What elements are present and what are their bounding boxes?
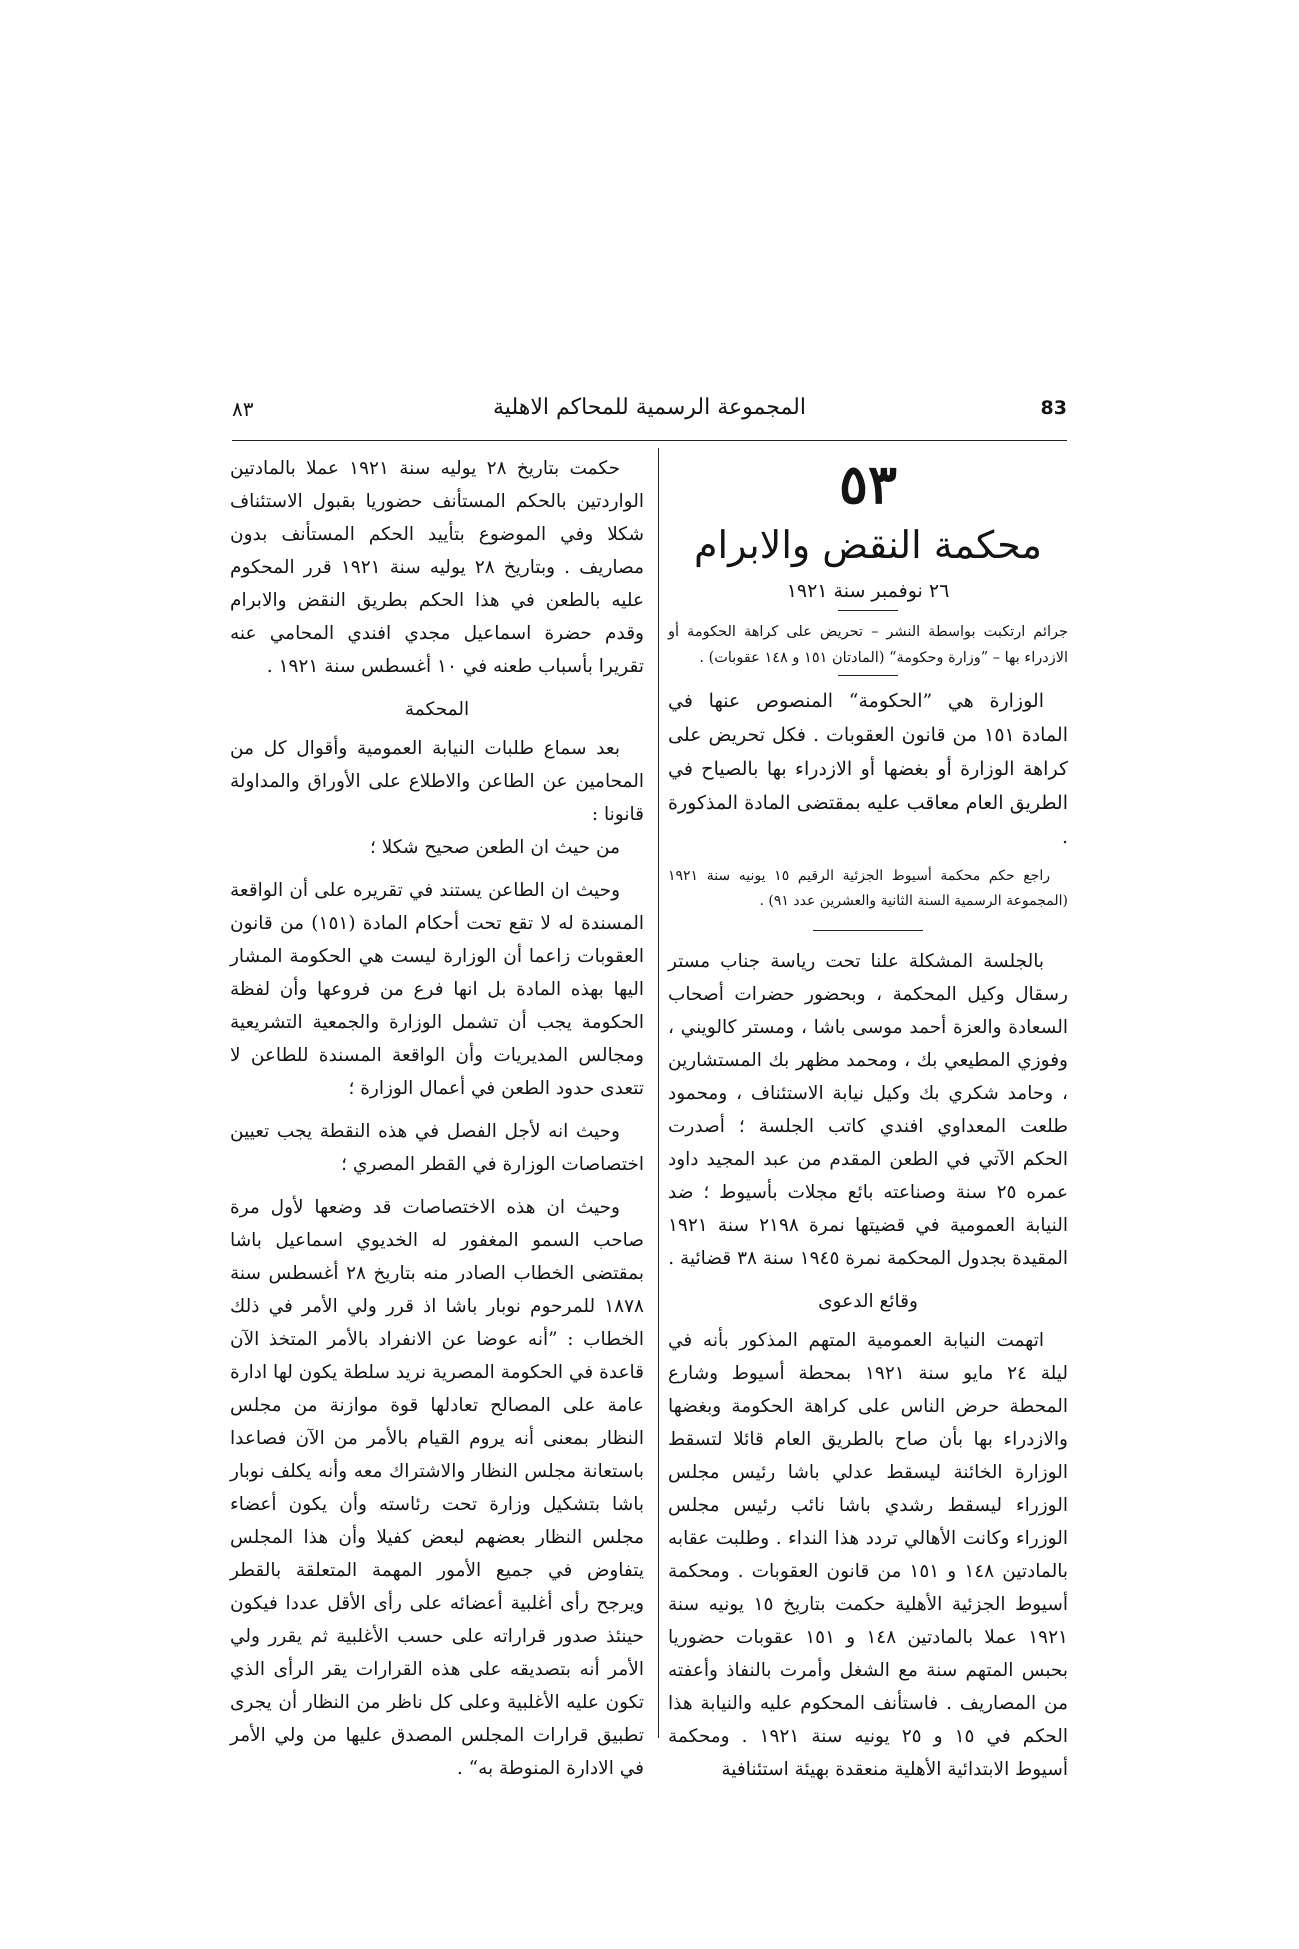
right-column	[668, 452, 1068, 1786]
judgment-paragraph: وحيث ان الطاعن يستند في تقريره على أن الواقعة المسندة له لا تقع تحت أحكام المادة (١٥١) من قانون العقوبات زاعما أن الوزارة ليست هي الحكومة المشار اليها بهذه المادة بل انها فرع من فروعها وأن لفظة الحكومة يجب أن تشمل الوزارة والجمعية التشريعية ومجالس المديريات وأن الواقعة المسندة للطاعن لا تتعدى حدود الطعن في أعمال الوزارة ؛	[230, 880, 644, 1099]
judgment-paragraph: من حيث ان الطعن صحيح شكلا ؛	[370, 837, 620, 858]
header-rule	[232, 440, 1067, 441]
judgment-paragraph: بعد سماع طلبات النيابة العمومية وأقوال كل من المحامين عن الطاعن والاطلاع على الأوراق والمداولة قانونا :	[230, 738, 644, 825]
case-date: ٢٦ نوفمبر سنة ١٩٢١	[786, 580, 950, 602]
divider-rule	[813, 930, 923, 931]
facts-heading: وقائع الدعوى	[818, 1291, 918, 1312]
page-number-latin: 83	[1040, 397, 1067, 419]
left-column	[230, 452, 644, 1785]
column-divider	[658, 448, 659, 1738]
running-title: المجموعة الرسمية للمحاكم الاهلية	[493, 395, 806, 420]
page-header	[222, 393, 1077, 437]
facts-paragraph: اتهمت النيابة العمومية المتهم المذكور بأنه في ليلة ٢٤ مايو سنة ١٩٢١ بمحطة أسيوط وشارع المحطة حرض الناس على كراهة الحكومة وبغضها والازدراء بها بأن صاح بالطريق العام قائلا لتسقط الوزارة الخائنة ليسقط عدلي باشا رئيس مجلس الوزراء ليسقط رشدي باشا نائب رئيس مجلس الوزراء وكانت الأهالي تردد هذا النداء . وطلبت عقابه بالمادتين ١٤٨ و ١٥١ من قانون العقوبات . ومحكمة أسيوط الجزئية الأهلية حكمت بتاريخ ١٥ يونيه سنة ١٩٢١ عملا بالمادتين ١٤٨ و ١٥١ عقوبات حضوريا بحبس المتهم سنة مع الشغل وأمرت بالنفاذ وأعفته من المصاريف . فاستأنف المحكوم عليه والنيابة هذا الحكم في ١٥ و ٢٥ يونيه سنة ١٩٢١ . ومحكمة أسيوط الابتدائية الأهلية منعقدة بهيئة استئنافية	[668, 1330, 1069, 1780]
judgment-paragraph: وحيث انه لأجل الفصل في هذه النقطة يجب تعيين اختصاصات الوزارة في القطر المصري ؛	[230, 1121, 644, 1175]
court-heading: المحكمة	[404, 699, 470, 720]
legal-principle: الوزارة هي ”الحكومة“ المنصوص عنها في المادة ١٥١ من قانون العقوبات . فكل تحريض على كراهة الوزارة أو بغضها أو الازدراء بها بالصياح في الطريق العام معاقب عليه بمقتضى المادة المذكورة .	[668, 690, 1069, 848]
judgment-paragraph: وحيث ان هذه الاختصاصات قد وضعها لأول مرة صاحب السمو المغفور له الخديوي اسماعيل باشا بمقتضى الخطاب الصادر منه بتاريخ ٢٨ أغسطس سنة ١٨٧٨ للمرحوم نوبار باشا اذ قرر ولي الأمر في ذلك الخطاب : ”أنه عوضا عن الانفراد بالأمر المتخذ الآن قاعدة في الحكومة المصرية نريد سلطة يكون لها ادارة عامة على المصالح تعادلها قوة موازنة من مجلس النظار بمعنى أنه يروم القيام بالأمر من الآن فصاعدا باستعانة مجلس النظار والاشتراك معه وأنه يكلف نوبار باشا بتشكيل وزارة تحت رئاسته وأن يكون أعضاء مجلس النظار بعضهم لبعض كفيلا وأن هذا المجلس يتفاوض في جميع الأمور المهمة المتعلقة بالقطر ويرجح رأى أغلبية أعضائه على رأى الأقل عددا فيكون حينئذ صدور قراراته على حسب الأغلبية ثم يقرر ولي الأمر أنه بتصديقه على هذه القرارات يقر الرأى الذي تكون عليه الأغلبية وعلى كل ناظر من النظار أن يجرى تطبيق قرارات المجلس المصدق عليها من ولي الأمر في الادارة المنوطة به“ .	[230, 1197, 645, 1779]
case-summary: جرائم ارتكبت بواسطة النشر – تحريض على كراهة الحكومة أو الازدراء بها – ”وزارة وحكومة“ (المادتان ١٥١ و ١٤٨ عقوبات) .	[668, 624, 1068, 666]
page-number-arabic: ٨٣	[232, 397, 254, 421]
reference-note: راجع حكم محكمة أسيوط الجزئية الرقيم ١٥ يونيه سنة ١٩٢١ (المجموعة الرسمية السنة الثانية والعشرين عدد ٩١) .	[668, 868, 1068, 909]
session-paragraph: بالجلسة المشكلة علنا تحت رياسة جناب مستر رسقال وكيل المحكمة ، وبحضور حضرات أصحاب السعادة والعزة أحمد موسى باشا ، ومستر كالويني ، وفوزي المطيعي بك ، ومحمد مظهر بك المستشارين ، وحامد شكري بك وكيل نيابة الاستئناف ، ومحمود طلعت المعداوي افندي كاتب الجلسة ؛ أصدرت الحكم الآتي في الطعن المقدم من عبد المجيد داود عمره ٢٥ سنة وصناعته بائع مجلات بأسيوط ؛ ضد النيابة العمومية في قضيتها نمرة ٢١٩٨ سنة ١٩٢١ المقيدة بجدول المحكمة نمرة ١٩٤٥ سنة ٣٨ قضائية .	[668, 951, 1069, 1269]
divider-rule	[838, 610, 898, 611]
case-number: ٥٣	[838, 452, 897, 516]
divider-rule	[838, 675, 898, 676]
procedure-paragraph: حكمت بتاريخ ٢٨ يوليه سنة ١٩٢١ عملا بالمادتين الواردتين بالحكم المستأنف حضوريا بقبول الاستئناف شكلا وفي الموضوع بتأييد الحكم المستأنف بدون مصاريف . وبتاريخ ٢٨ يوليه سنة ١٩٢١ قرر المحكوم عليه بالطعن في هذا الحكم بطريق النقض والابرام وقدم حضرة اسماعيل مجدي افندي المحامي عنه تقريرا بأسباب طعنه في ١٠ أغسطس سنة ١٩٢١ .	[230, 458, 644, 677]
court-name: محكمة النقض والابرام	[694, 523, 1042, 567]
